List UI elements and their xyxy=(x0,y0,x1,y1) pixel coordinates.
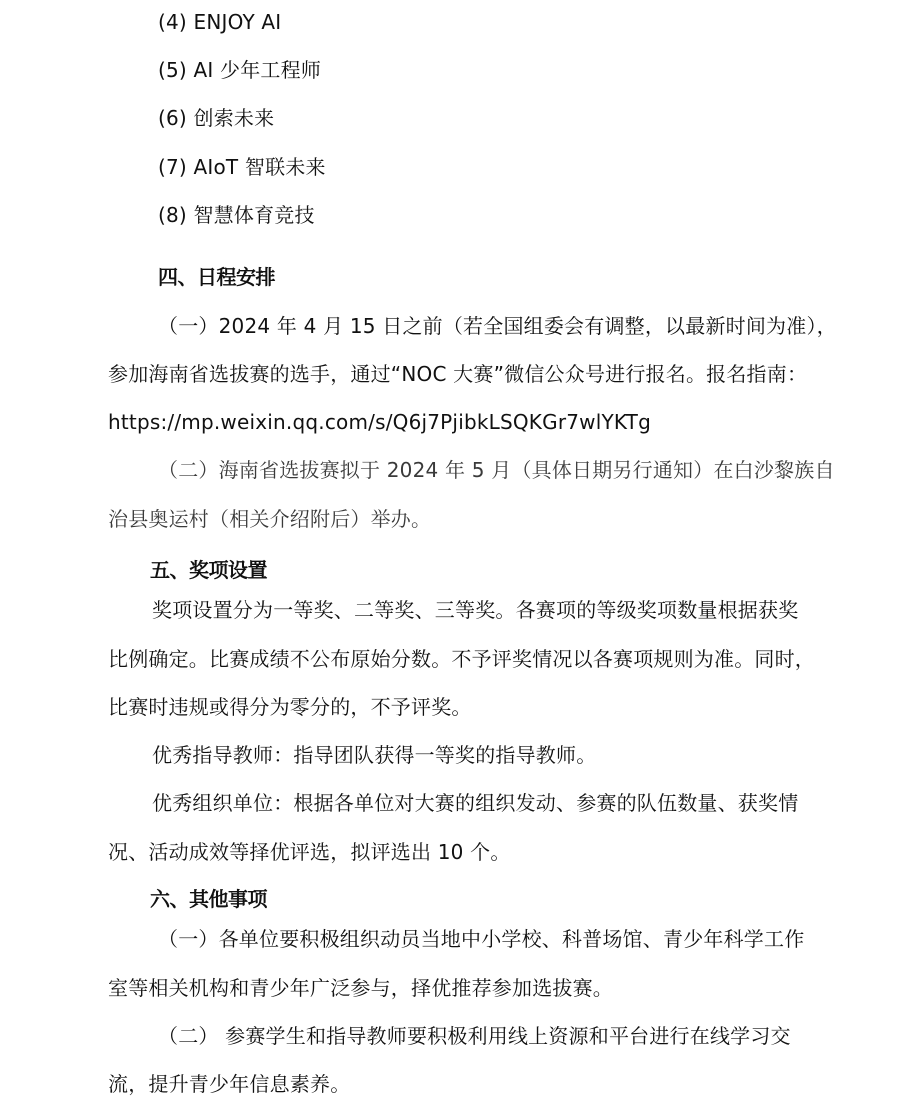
paragraph-line: 参加海南省选拔赛的选手，通过“NOC 大赛”微信公众号进行报名。报名指南： xyxy=(108,362,808,386)
list-item-text: ENJOY AI xyxy=(193,10,282,34)
paragraph-line: （一）2024 年 4 月 15 日之前（若全国组委会有调整，以最新时间为准）， xyxy=(158,314,837,338)
paragraph-line: 奖项设置分为一等奖、二等奖、三等奖。各赛项的等级奖项数量根据获奖 xyxy=(152,598,799,622)
section-heading-schedule: 四、日程安排 xyxy=(158,265,275,289)
paragraph-line: 优秀组织单位：根据各单位对大赛的组织发动、参赛的队伍数量、获奖情 xyxy=(152,791,799,815)
paragraph-line: （二）海南省选拔赛拟于 2024 年 5 月（具体日期另行通知）在白沙黎族自 xyxy=(158,458,835,482)
section-heading-other-matters: 六、其他事项 xyxy=(150,887,267,911)
paragraph-line: 况、活动成效等择优评选，拟评选出 10 个。 xyxy=(108,840,511,864)
paragraph-line: （一）各单位要积极组织动员当地中小学校、科普场馆、青少年科学工作 xyxy=(158,927,805,951)
list-item xyxy=(158,56,321,84)
paragraph-line: 比例确定。比赛成绩不公布原始分数。不予评奖情况以各赛项规则为准。同时， xyxy=(108,647,815,671)
list-item xyxy=(158,201,315,229)
paragraph-line: 治县奥运村（相关介绍附后）举办。 xyxy=(108,507,432,531)
list-item-number: (7) xyxy=(158,155,187,179)
list-item-number: (6) xyxy=(158,106,187,130)
paragraph-line: 流，提升青少年信息素养。 xyxy=(108,1072,351,1096)
section-heading-awards: 五、奖项设置 xyxy=(150,558,267,582)
list-item-text: AIoT 智联未来 xyxy=(193,155,326,179)
list-item xyxy=(158,153,326,181)
paragraph-line: 室等相关机构和青少年广泛参与，择优推荐参加选拔赛。 xyxy=(108,976,613,1000)
list-item-text: 创索未来 xyxy=(193,106,275,130)
list-item xyxy=(158,104,274,132)
list-item-number: (8) xyxy=(158,203,187,227)
list-item xyxy=(158,8,281,36)
paragraph-line: （二） 参赛学生和指导教师要积极利用线上资源和平台进行在线学习交 xyxy=(158,1024,791,1048)
list-item-text: AI 少年工程师 xyxy=(193,58,322,82)
list-item-number: (5) xyxy=(158,58,187,82)
paragraph-line: 优秀指导教师：指导团队获得一等奖的指导教师。 xyxy=(152,743,597,767)
registration-link[interactable]: https://mp.weixin.qq.com/s/Q6j7PjibkLSQKGr7wlYKTg xyxy=(108,410,651,434)
list-item-number: (4) xyxy=(158,10,187,34)
list-item-text: 智慧体育竞技 xyxy=(193,203,315,227)
paragraph-line: 比赛时违规或得分为零分的，不予评奖。 xyxy=(108,695,472,719)
